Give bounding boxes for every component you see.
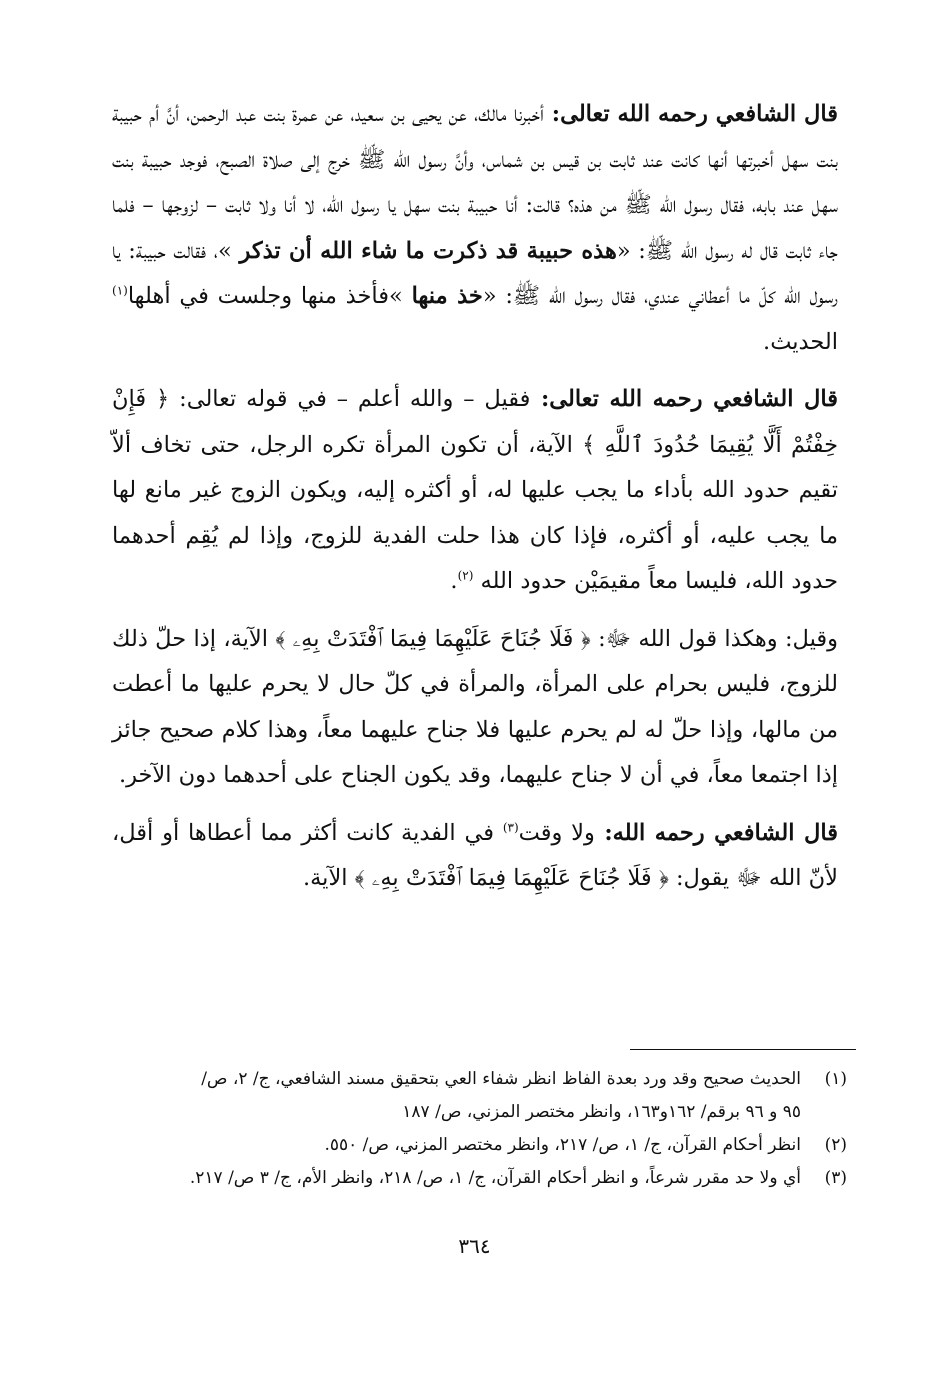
footnote-line: الحديث صحيح وقد ورد بعدة الفاظ انظر شفاء العي بتحقيق مسند الشافعي، ج/ ٢، ص/	[201, 1069, 801, 1089]
page-number: ٣٦٤	[458, 1234, 491, 1258]
footnote-text: أي ولا حد مقرر شرعاً، و انظر أحكام القرآن، ج/ ١، ص/ ٢١٨، وانظر الأم، ج/ ٣ ص/ ٢١٧.	[189, 1168, 801, 1188]
footnote-1	[112, 1063, 847, 1129]
paragraph-1	[112, 92, 838, 365]
text-run: »فأخذ منها وجلست في أهلها	[127, 283, 412, 309]
hadith-quote: هذه حبيبة قد ذكرت ما شاء الله أن تذكر	[239, 237, 617, 264]
speaker-heading: قال الشافعي رحمه الله تعالى:	[543, 101, 838, 127]
text-run: ولا وقت	[518, 819, 595, 846]
footnote-ref: (١)	[112, 283, 128, 298]
paragraph-3	[112, 617, 838, 799]
main-text	[112, 92, 838, 914]
footnote-text: انظر أحكام القرآن، ج/ ١، ص/ ٢١٧، وانظر مختصر المزني، ص/ ٥٥٠.	[324, 1135, 801, 1155]
speaker-heading: قال الشافعي رحمه الله تعالى:	[530, 386, 838, 412]
text-run: أخبرنا مالك، عن يحيى بن سعيد، عن عمرة بنت عبد الرحمن، أنَّ أم حبيبة بنت سهل أخبرتها أنها كانت عند ثابت بن قيس بن شماس، وأنَّ رسول الله ﷺ خرج إلى صلاة الصبح، فوجد حبيبة بنت سهل عند بابه، فقال رسول الله ﷺ من هذه؟ قالت: أنا حبيبة بنت سهل يا رسول الله، لا أنا ولا ثابت – لزوجها – فلما جاء ثابت قال له رسول الله ﷺ: «	[112, 101, 838, 264]
text-run: »، فقالت حبيبة: يا رسول الله كلّ ما أعطاني عندي، فقال رسول الله ﷺ: «	[112, 237, 838, 309]
text-run: في الفدية كانت أكثر مما أعطاها أو أقل، لأنّ الله ﷻ يقول: ﴿ فَلَا جُنَاحَ عَلَيْهِمَا فِيمَا ٱفْتَدَتْ بِهِۦ ﴾ الآية.	[112, 819, 838, 891]
footnote-2	[112, 1129, 847, 1162]
footnote-text	[112, 1063, 801, 1129]
text-run: الحديث.	[763, 328, 838, 355]
text-run: .	[450, 568, 458, 594]
paragraph-2	[112, 377, 838, 605]
footnote-3	[112, 1162, 847, 1195]
footnote-number: (٢)	[824, 1135, 847, 1155]
footnote-divider	[630, 1049, 856, 1050]
paragraph-4	[112, 811, 838, 902]
text-run: وقيل: وهكذا قول الله ﷻ: ﴿ فَلَا جُنَاحَ عَلَيْهِمَا فِيمَا ٱفْتَدَتْ بِهِۦ ﴾ الآية، إذا حلّ ذلك للزوج، فليس بحرام على المرأة، والمرأة في كلّ حال لا يحرم عليها ما أعطت من مالها، وإذا حلّ له لم يحرم عليها فلا جناح عليهما معاً، وهذا كلام صحيح جائز إذا اجتمعا معاً، في أن لا جناح عليهما، وقد يكون الجناح على أحدهما دون الآخر.	[112, 625, 838, 788]
footnote-ref: (٢)	[457, 568, 474, 583]
speaker-heading: قال الشافعي رحمه الله:	[594, 819, 838, 846]
footnote-number: (٣)	[824, 1168, 847, 1188]
hadith-quote: خذ منها	[411, 283, 483, 309]
footnote-line: ٩٥ و ٩٦ برقم/ ١٦٢و١٦٣، وانظر مختصر المزني، ص/ ١٨٧	[402, 1102, 801, 1122]
text-run: فقيل – والله أعلم – في قوله تعالى: ﴿ فَإِنْ خِفْتُمْ أَلَّا يُقِيمَا حُدُودَ ٱللَّهِ ﴾ الآية، أن تكون المرأة تكره الرجل، حتى تخاف ألاّ تقيم حدود الله بأداء ما يجب عليها له، أو أكثره إليه، ويكون الزوج غير مانع لها ما يجب عليه، أو أكثره، فإذا كان هذا حلت الفدية للزوج، وإذا لم يُقِم أحدهما حدود الله، فليسا معاً مقيمَيْن حدود الله	[112, 386, 838, 594]
footnote-number: (١)	[824, 1069, 847, 1089]
footnote-ref: (٣)	[502, 820, 519, 834]
footnotes	[112, 1063, 847, 1195]
